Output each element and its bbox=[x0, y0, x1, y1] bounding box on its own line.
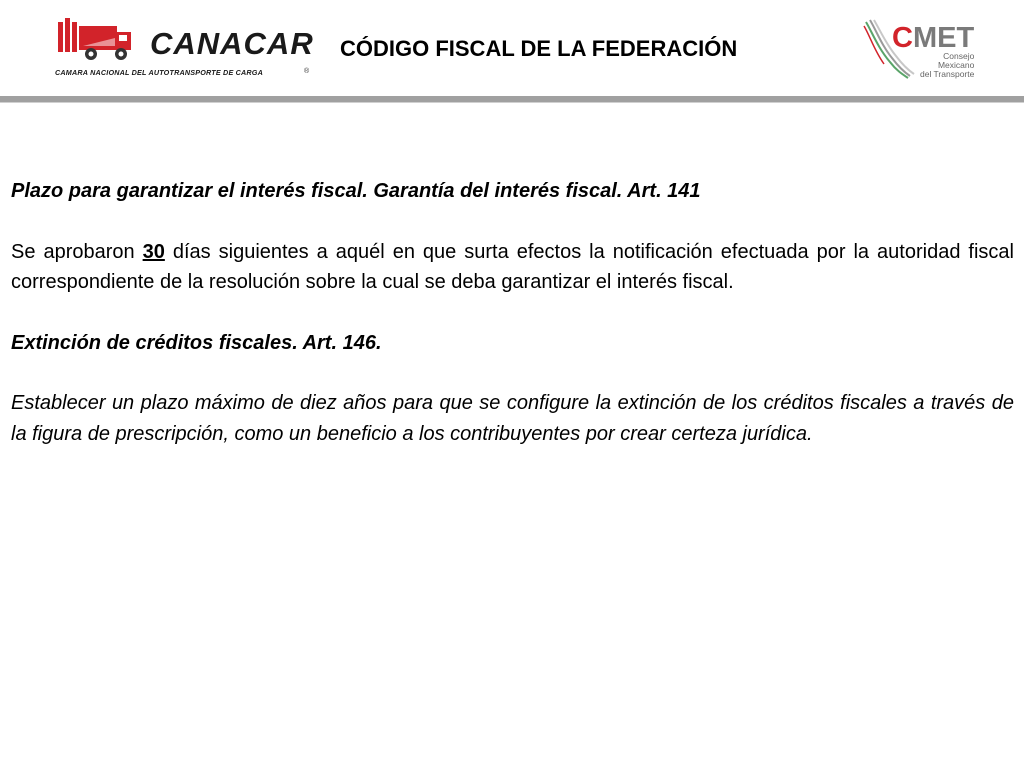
section-heading-art-141: Plazo para garantizar el interés fiscal. Garantía del interés fiscal. Art. 141 bbox=[11, 180, 701, 202]
slide-title: CÓDIGO FISCAL DE LA FEDERACIÓN bbox=[340, 36, 738, 61]
paragraph-art-146: Establecer un plazo máximo de diez años para que se configure la extinción de los créditos fiscales a través de la figura de prescripción, como un beneficio a los contribuyentes por crear certeza jurídica. bbox=[11, 392, 1014, 445]
slide-header bbox=[0, 0, 1024, 96]
days-number: 30 bbox=[142, 240, 165, 263]
paragraph-art-141: Se aprobaron 30 días siguientes a aquél en que surta efectos la notificación efectuada por la autoridad fiscal correspondiente de la resolución sobre la cual se deba garantizar el interés fiscal. bbox=[11, 240, 1014, 293]
cmet-subtitle: Consejo Mexicano del Transporte bbox=[920, 51, 975, 79]
registered-mark: ® bbox=[304, 68, 310, 75]
cmet-wordmark: CMET bbox=[892, 22, 975, 54]
header-divider-shadow bbox=[0, 102, 1024, 103]
canacar-full-name: CAMARA NACIONAL DEL AUTOTRANSPORTE DE CARGA bbox=[55, 68, 263, 77]
section-heading-art-146: Extinción de créditos fiscales. Art. 146. bbox=[11, 331, 382, 354]
slide-body bbox=[11, 176, 1014, 449]
canacar-wordmark: CANACAR bbox=[150, 26, 314, 61]
